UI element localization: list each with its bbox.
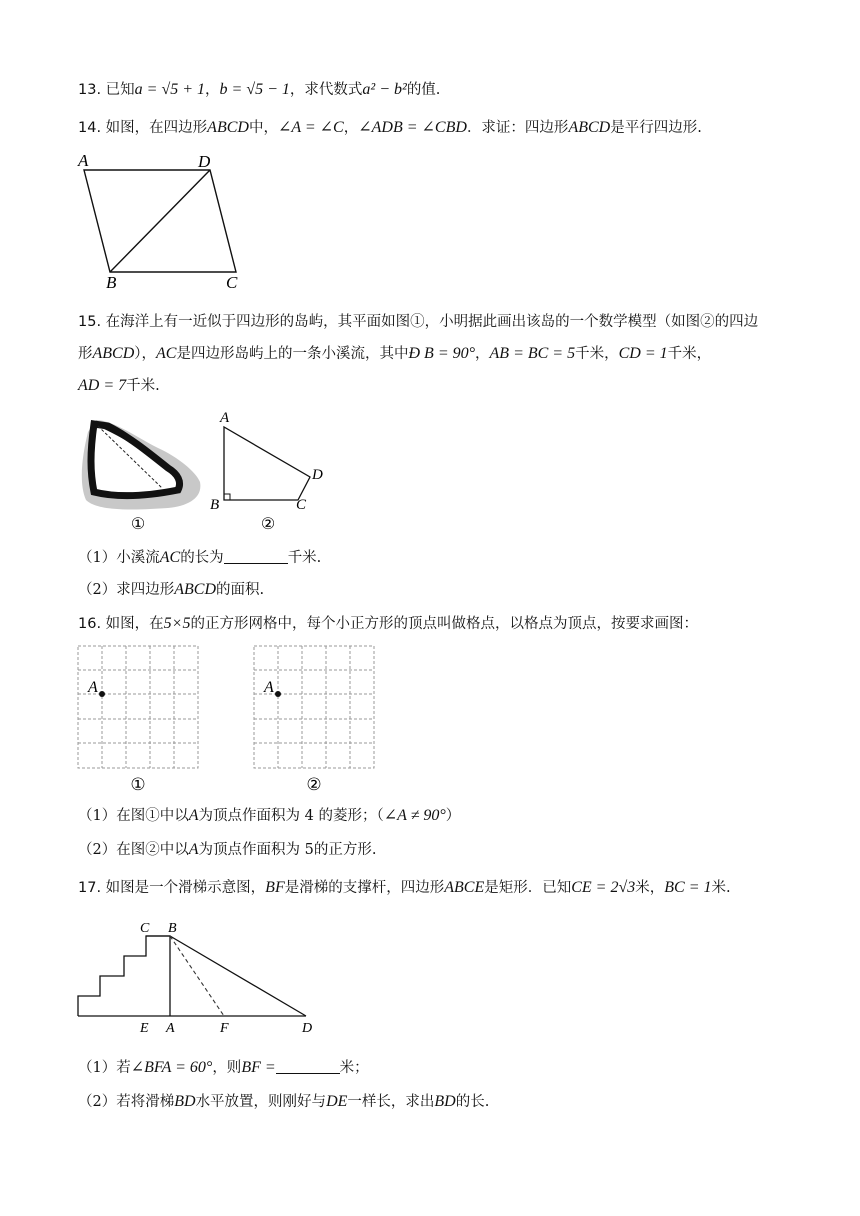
q17-slide-figure bbox=[74, 918, 324, 1040]
label-a: A bbox=[264, 679, 274, 696]
answer-blank[interactable] bbox=[276, 1059, 340, 1074]
label-b: B bbox=[210, 497, 220, 513]
quadrilateral-abcd bbox=[224, 427, 310, 500]
q17-sub2: （2）若将滑梯BD水平放置，则刚好与DE一样长，求出BD的长. bbox=[78, 1093, 490, 1110]
grid-lines bbox=[78, 646, 198, 768]
q16-text: 16. 如图，在5×5的正方形网格中，每个小正方形的顶点叫做格点，以格点为顶点，按要求画图： bbox=[78, 615, 698, 632]
label-d: D bbox=[198, 152, 211, 171]
q14-number: 14. bbox=[78, 120, 102, 136]
slide-bd bbox=[170, 936, 306, 1016]
q17-sub1: （1）若∠BFA = 60°，则BF = 米； bbox=[78, 1059, 369, 1076]
q16-sub2: （2）在图②中以A为顶点作面积为 5的正方形. bbox=[78, 841, 377, 858]
label-b: B bbox=[168, 921, 177, 936]
q16-number: 16. bbox=[78, 616, 102, 632]
q13-text: 13. 已知a = √5 + 1，b = √5 − 1，求代数式a² − b²的值. bbox=[78, 81, 441, 98]
q17-text: 17. 如图是一个滑梯示意图，BF是滑梯的支撑杆，四边形ABCE是矩形．已知CE = 2√3米，BC = 1米. bbox=[78, 879, 731, 896]
q15-line3: AD = 7千米. bbox=[78, 377, 160, 394]
label-a: A bbox=[88, 679, 98, 696]
q17-number: 17. bbox=[78, 880, 102, 896]
label-d: D bbox=[312, 467, 323, 483]
label-d: D bbox=[302, 1021, 313, 1036]
fig2-label: ② bbox=[306, 775, 322, 794]
label-c: C bbox=[226, 273, 238, 292]
label-a: A bbox=[220, 410, 230, 426]
support-bf bbox=[170, 936, 224, 1016]
answer-blank[interactable] bbox=[224, 549, 288, 564]
label-c: C bbox=[140, 921, 150, 936]
label-e: E bbox=[140, 1021, 149, 1036]
q15-model-figure bbox=[210, 405, 340, 535]
q16-sub1: （1）在图①中以A为顶点作面积为 4 的菱形；（∠A ≠ 90°） bbox=[78, 807, 461, 824]
label-c: C bbox=[296, 497, 307, 513]
q15-line2: 形ABCD），AC是四边形岛屿上的一条小溪流，其中Ð B = 90°，AB = BC = 5千米，CD = 1千米， bbox=[78, 345, 712, 362]
fig1-label: ① bbox=[130, 516, 146, 533]
fig1-label: ① bbox=[130, 775, 146, 794]
label-a: A bbox=[78, 151, 89, 170]
diagonal-bd bbox=[110, 170, 210, 272]
fig2-label: ② bbox=[260, 516, 276, 533]
q15-line1: 15. 在海洋上有一近似于四边形的岛屿，其平面如图①，小明据此画出该岛的一个数学模型（如图②的四边 bbox=[78, 314, 759, 330]
label-a: A bbox=[166, 1021, 175, 1036]
q15-sub1: （1）小溪流AC的长为 千米. bbox=[78, 549, 322, 566]
q16-grid-1 bbox=[76, 644, 202, 794]
q14-text: 14. 如图，在四边形ABCD中，∠A = ∠C，∠ADB = ∠CBD．求证：四边形ABCD是平行四边形. bbox=[78, 119, 702, 136]
staircase bbox=[78, 936, 170, 1016]
q15-number: 15. bbox=[78, 314, 102, 330]
q15-sub2: （2）求四边形ABCD的面积. bbox=[78, 581, 265, 598]
q14-parallelogram-figure bbox=[70, 148, 260, 293]
right-angle-mark bbox=[224, 494, 230, 500]
q13-number: 13. bbox=[78, 82, 102, 98]
label-b: B bbox=[106, 273, 117, 292]
point-a bbox=[275, 691, 281, 697]
q16-grid-2 bbox=[252, 644, 378, 794]
q15-island-figure bbox=[78, 412, 208, 537]
point-a bbox=[99, 691, 105, 697]
grid-lines bbox=[254, 646, 374, 768]
label-f: F bbox=[220, 1021, 229, 1036]
